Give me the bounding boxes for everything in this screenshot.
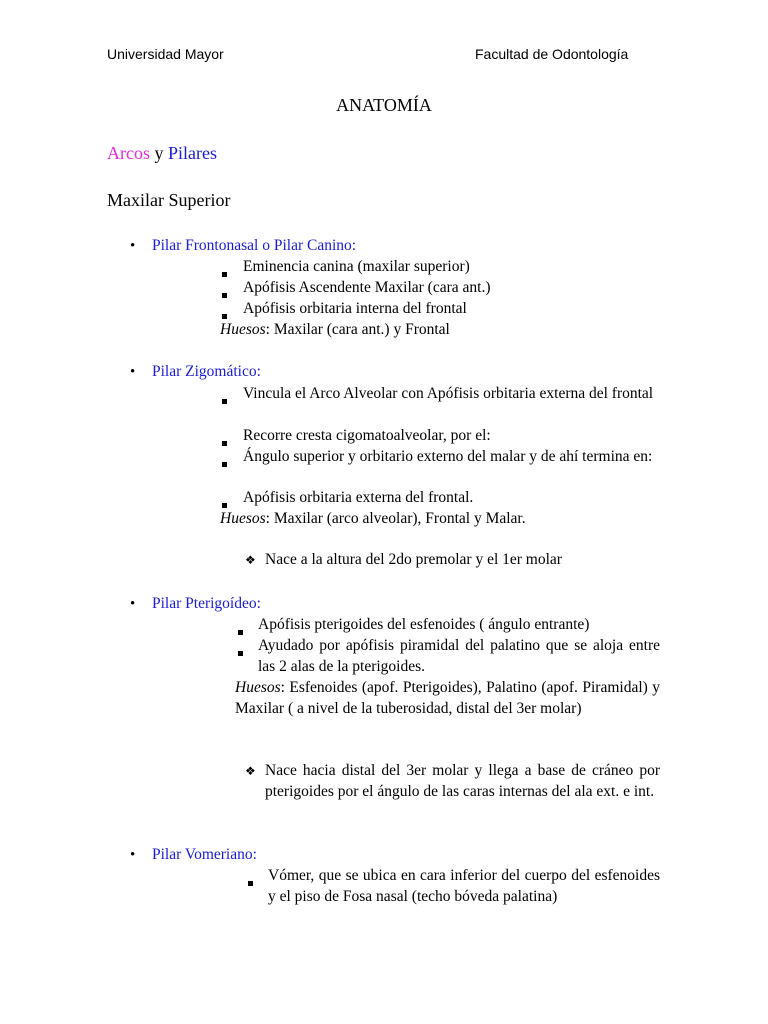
huesos-label: Huesos	[235, 679, 281, 696]
huesos-text: : Esfenoides (apof. Pterigoides), Palatino (apof. Piramidal) y Maxilar ( a nivel de la tuberosidad, distal del 3er molar)	[235, 679, 660, 717]
subtitle-pilares: Pilares	[168, 143, 217, 163]
square-bullet-icon	[222, 433, 227, 451]
pilar1-item: Eminencia canina (maxilar superior)	[243, 258, 470, 275]
square-bullet-icon	[248, 873, 253, 891]
square-bullet-icon	[222, 454, 227, 472]
pilar1-huesos	[220, 320, 450, 341]
huesos-label: Huesos	[220, 321, 266, 338]
subtitle	[107, 143, 217, 164]
square-bullet-icon	[238, 622, 243, 640]
bullet-dot-icon: •	[130, 364, 136, 380]
pilar3-item: Apófisis pterigoides del esfenoides ( ángulo entrante)	[258, 616, 590, 633]
page-title: ANATOMÍA	[336, 95, 432, 115]
pilar1-item: Apófisis orbitaria interna del frontal	[243, 300, 467, 317]
pilar2-item: Vincula el Arco Alveolar con Apófisis orbitaria externa del frontal	[243, 385, 654, 402]
header-university: Universidad Mayor	[107, 46, 224, 62]
square-bullet-icon	[222, 285, 227, 303]
pilar2-huesos	[220, 509, 526, 530]
header-faculty: Facultad de Odontología	[475, 46, 629, 62]
section-heading: Maxilar Superior	[107, 190, 231, 210]
pilar4-title: Pilar Vomeriano:	[152, 846, 257, 863]
pilar3-note: Nace hacia distal del 3er molar y llega a base de cráneo por pterigoides por el ángulo de las caras internas del ala ext. e int.	[265, 762, 660, 800]
pilar3-item: Ayudado por apófisis piramidal del palatino que se aloja entre las 2 alas de la pterigoides.	[258, 637, 660, 675]
bullet-dot-icon: •	[130, 596, 136, 612]
pilar2-note: Nace a la altura del 2do premolar y el 1er molar	[265, 551, 562, 568]
huesos-text: : Maxilar (cara ant.) y Frontal	[265, 321, 450, 338]
pilar1-item: Apófisis Ascendente Maxilar (cara ant.)	[243, 279, 491, 296]
pilar3-huesos	[235, 678, 660, 719]
huesos-label: Huesos	[220, 510, 266, 527]
pilar2-item: Ángulo superior y orbitario externo del malar y de ahí termina en:	[243, 448, 653, 465]
square-bullet-icon	[222, 391, 227, 409]
square-bullet-icon	[222, 264, 227, 282]
diamond-bullet-icon: ❖	[245, 764, 256, 778]
pilar3-title: Pilar Pterigoídeo:	[152, 595, 261, 612]
square-bullet-icon	[238, 643, 243, 661]
pilar4-item: Vómer, que se ubica en cara inferior del cuerpo del esfenoides y el piso de Fosa nasal (techo bóveda palatina)	[268, 867, 660, 905]
bullet-dot-icon: •	[130, 238, 136, 254]
diamond-bullet-icon: ❖	[245, 553, 256, 567]
pilar1-title: Pilar Frontonasal o Pilar Canino:	[152, 237, 357, 254]
pilar2-title: Pilar Zigomático:	[152, 363, 261, 380]
huesos-text: : Maxilar (arco alveolar), Frontal y Malar.	[265, 510, 526, 527]
subtitle-arcos: Arcos	[107, 143, 150, 163]
bullet-dot-icon: •	[130, 847, 136, 863]
subtitle-y: y	[154, 143, 164, 163]
pilar2-item: Apófisis orbitaria externa del frontal.	[243, 489, 474, 506]
pilar2-item: Recorre cresta cigomatoalveolar, por el:	[243, 427, 491, 444]
